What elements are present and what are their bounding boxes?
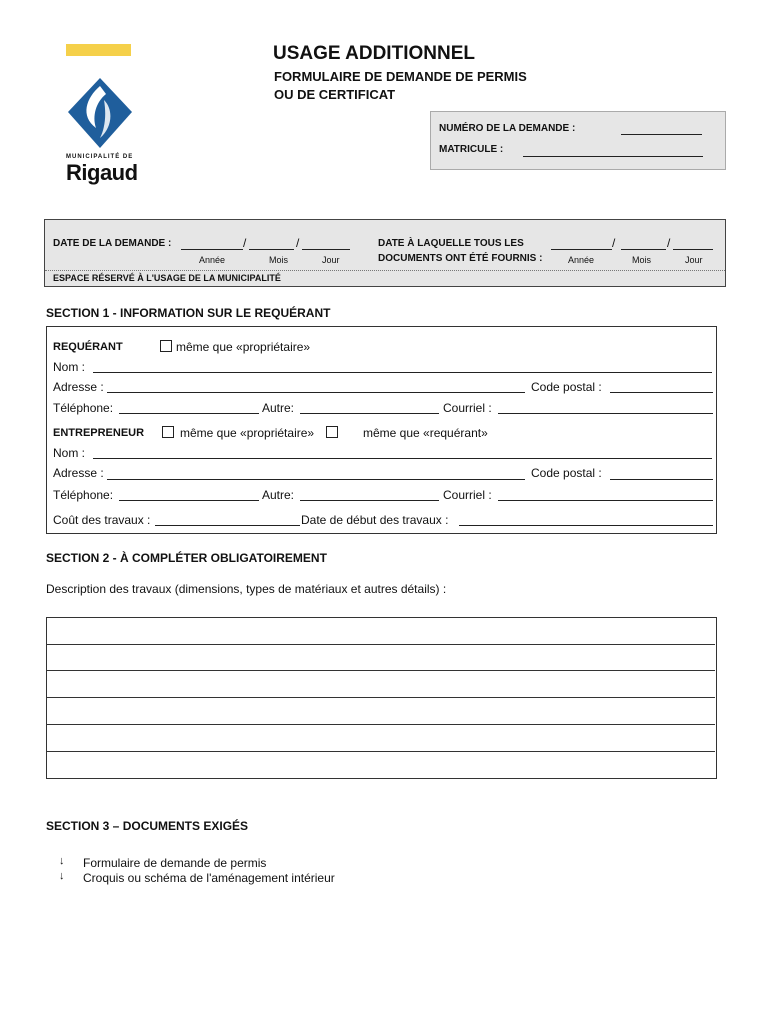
date-docs-year[interactable]: [551, 249, 612, 250]
telephone-label: Téléphone:: [53, 401, 114, 415]
numero-field[interactable]: [621, 134, 702, 135]
entrepreneur-telephone-field[interactable]: [119, 500, 259, 501]
requerant-nom-field[interactable]: [93, 372, 712, 373]
courriel-label-2: Courriel :: [443, 488, 492, 502]
mois-caption-2: Mois: [632, 255, 652, 265]
description-row: [47, 644, 715, 645]
annee-caption: Année: [199, 255, 226, 265]
entrepreneur-adresse-field[interactable]: [107, 479, 525, 480]
date-debut-field[interactable]: [459, 525, 713, 526]
date-debut-label: Date de début des travaux :: [301, 513, 449, 527]
requerant-same-proprio-checkbox[interactable]: [160, 340, 172, 352]
form-title: USAGE ADDITIONNEL: [273, 43, 475, 64]
nom-label: Nom :: [53, 360, 86, 374]
date-docs-label-1: DATE À LAQUELLE TOUS LES: [378, 238, 524, 249]
code-postal-label: Code postal :: [531, 380, 602, 394]
arrow-bullet-icon: ↓: [59, 870, 65, 882]
date-demande-year[interactable]: [181, 249, 243, 250]
annee-caption-2: Année: [568, 255, 595, 265]
jour-caption-2: Jour: [685, 255, 703, 265]
entrepreneur-same-proprio-checkbox[interactable]: [162, 426, 174, 438]
entrepreneur-nom-field[interactable]: [93, 458, 712, 459]
requerant-adresse-field[interactable]: [107, 392, 525, 393]
arrow-bullet-icon: ↓: [59, 855, 65, 867]
municipality-logo-icon: [66, 76, 134, 150]
description-row: [47, 670, 715, 671]
section2-description: Description des travaux (dimensions, types de matériaux et autres détails) :: [46, 582, 447, 596]
section3-title: SECTION 3 – DOCUMENTS EXIGÉS: [46, 819, 249, 833]
entrepreneur-code-postal-field[interactable]: [610, 479, 713, 480]
autre-label: Autre:: [262, 401, 295, 415]
date-docs-label-2: DOCUMENTS ONT ÉTÉ FOURNIS :: [378, 253, 543, 264]
entrepreneur-same-proprio-label: même que «propriétaire»: [180, 426, 315, 440]
requerant-courriel-field[interactable]: [498, 413, 713, 414]
section2-title: SECTION 2 - À COMPLÉTER OBLIGATOIREMENT: [46, 551, 327, 565]
description-table[interactable]: [46, 617, 717, 779]
logo-accent-bar: [66, 44, 131, 56]
nom-label-2: Nom :: [53, 446, 86, 460]
reserved-note: ESPACE RÉSERVÉ À L'USAGE DE LA MUNICIPALITÉ: [53, 273, 281, 283]
date-docs-day[interactable]: [673, 249, 713, 250]
description-row: [47, 724, 715, 725]
matricule-label: MATRICULE :: [439, 144, 504, 155]
section1-title: SECTION 1 - INFORMATION SUR LE REQUÉRANT: [46, 306, 331, 320]
requerant-same-proprio-label: même que «propriétaire»: [176, 340, 311, 354]
cout-label: Coût des travaux :: [53, 513, 151, 527]
date-demande-month[interactable]: [249, 249, 294, 250]
requerant-code-postal-field[interactable]: [610, 392, 713, 393]
entrepreneur-autre-field[interactable]: [300, 500, 439, 501]
description-row: [47, 697, 715, 698]
entrepreneur-same-requerant-label: même que «requérant»: [363, 426, 488, 440]
matricule-field[interactable]: [523, 156, 703, 157]
adresse-label-2: Adresse :: [53, 466, 104, 480]
code-postal-label-2: Code postal :: [531, 466, 602, 480]
form-subtitle-2: OU DE CERTIFICAT: [274, 87, 396, 102]
courriel-label: Courriel :: [443, 401, 492, 415]
jour-caption: Jour: [322, 255, 340, 265]
requerant-telephone-field[interactable]: [119, 413, 259, 414]
request-number-box: [430, 111, 726, 170]
entrepreneur-label: ENTREPRENEUR: [53, 427, 145, 439]
requerant-autre-field[interactable]: [300, 413, 439, 414]
autre-label-2: Autre:: [262, 488, 295, 502]
adresse-label: Adresse :: [53, 380, 104, 394]
numero-label: NUMÉRO DE LA DEMANDE :: [439, 123, 576, 134]
entrepreneur-same-requerant-checkbox[interactable]: [326, 426, 338, 438]
document-item: Croquis ou schéma de l'aménagement intérieur: [83, 871, 335, 885]
requerant-label: REQUÉRANT: [53, 341, 123, 353]
date-demande-day[interactable]: [302, 249, 350, 250]
dates-box-divider: [45, 270, 725, 271]
document-item: Formulaire de demande de permis: [83, 856, 267, 870]
date-demande-label: DATE DE LA DEMANDE :: [53, 238, 172, 249]
entrepreneur-courriel-field[interactable]: [498, 500, 713, 501]
logo-small-text: MUNICIPALITÉ DE: [66, 154, 134, 160]
logo-name: Rigaud: [66, 160, 138, 185]
description-row: [47, 751, 715, 752]
form-subtitle-1: FORMULAIRE DE DEMANDE DE PERMIS: [274, 69, 527, 84]
cout-travaux-field[interactable]: [155, 525, 300, 526]
mois-caption: Mois: [269, 255, 289, 265]
date-docs-month[interactable]: [621, 249, 666, 250]
telephone-label-2: Téléphone:: [53, 488, 114, 502]
